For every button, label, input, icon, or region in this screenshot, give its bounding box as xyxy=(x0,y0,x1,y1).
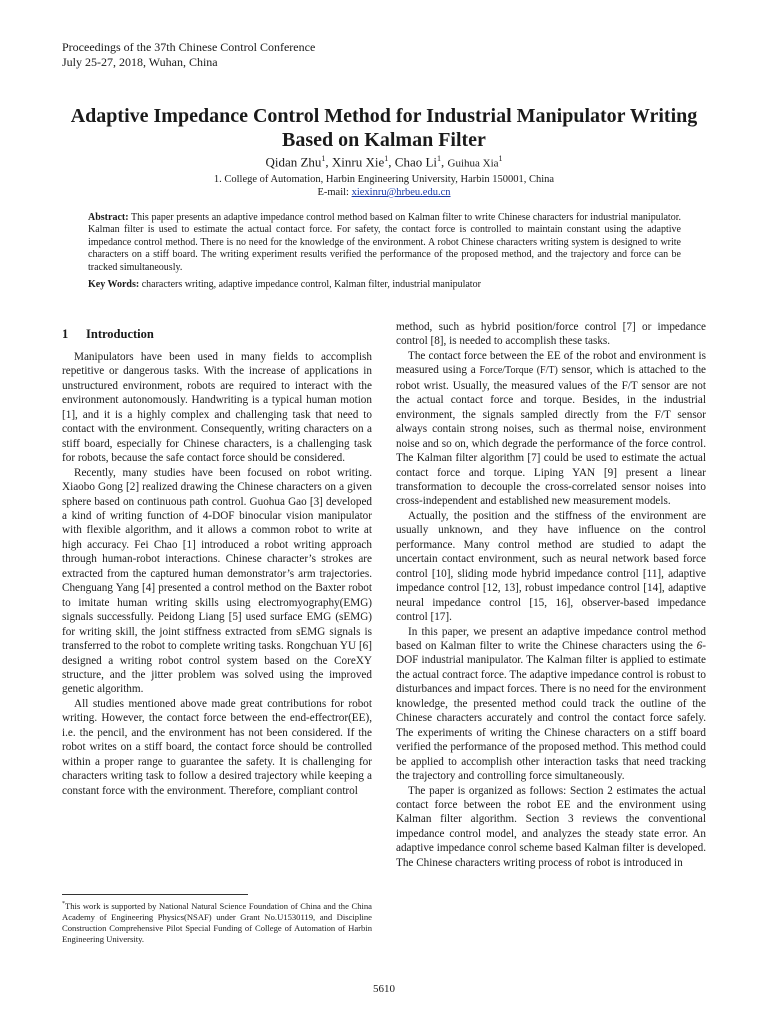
footnote-text: This work is supported by National Natural Science Foundation of China and the China Academy of Engineering Physics(NSAF) under Grant No.U1530119, and Discipline Construction Comprehensive Pilot Special Funding of College of Automation of Harbin Engineering University. xyxy=(62,900,372,944)
affiliation-block xyxy=(40,173,728,199)
paragraph: method, such as hybrid position/force control [7] or impedance control [8], is needed to accomplish these tasks. xyxy=(396,321,706,348)
affiliation: 1. College of Automation, Harbin Engineering University, Harbin 150001, China xyxy=(213,174,555,185)
conference-name: Proceedings of the 37th Chinese Control Conference xyxy=(62,40,316,54)
paper-title-line-2: Based on Kalman Filter xyxy=(282,129,486,151)
email-link[interactable]: xiexinru@hrbeu.edu.cn xyxy=(351,187,451,198)
paragraph: Actually, the position and the stiffness of the environment are usually unknown, and they have influence on the control performance. Many control method are studied to adapt the uncertain contact environment, such as neural network based force control [10], sliding mode hybrid impedance control [11], adaptive impedance control [12, 13], robust impedance control [14], adaptive neural impedance control [15, 16], observer-based impedance control [17]. xyxy=(396,509,706,624)
paragraph: The paper is organized as follows: Section 2 estimates the actual contact force between the robot EE and the environment using Kalman filter algorithm. Section 3 reviews the conventional impedance control model, and analyzes the steady state error. An adaptive impedance conrol scheme based Kalman filter is developed. The Chinese characters writing process of robot is introduced in xyxy=(396,784,706,869)
abstract-text: This paper presents an adaptive impedance control method based on Kalman filter to write Chinese characters for industrial manipulator. Kalman filter is used to estimate the actual contact force. For safety, the contact force is controlled to maintain constant using the adaptive impedance control method. There is no need for the knowledge of the environment. A robot Chinese characters writing system is designed to write characters on a stiff board. The writing experiment results verified the performance of the proposed method, and the trajectory and force can be tracked simultaneously. xyxy=(88,212,681,273)
paragraph: Manipulators have been used in many fields to accomplish repetitive or dangerous tasks. With the increase of applications in unstructured environment, robots are required to interact with the environment autonomously. Handwriting is a typical human motion [1], and it is a highly complex and challenging task that need to contact with the environment. Consequently, writing characters on a stiff board, especially for Chinese characters, is a challenging task for robots, because the safe contact force should be considered. xyxy=(62,351,372,465)
section-title: Introduction xyxy=(86,327,154,341)
author-affiliation-mark: 1 xyxy=(321,154,326,163)
section-number: 1 xyxy=(62,327,69,341)
left-column xyxy=(62,320,372,798)
abstract-label: Abstract: xyxy=(88,212,129,223)
paragraph-italic: 6 xyxy=(696,639,703,652)
conference-header xyxy=(62,40,315,70)
keywords-label: Key Words: xyxy=(88,279,140,290)
author-affiliation-mark: 1 xyxy=(498,154,503,163)
paragraph-text: In this paper, we present an adaptive impedance control method based on Kalman filter to write the Chinese characters using the xyxy=(396,625,706,652)
email-line xyxy=(40,186,728,199)
right-column xyxy=(396,320,706,870)
paragraph xyxy=(396,349,706,509)
paragraph xyxy=(396,625,706,784)
abstract xyxy=(88,212,681,274)
paper-title-line-1: Adaptive Impedance Control Method for Industrial Manipulator Writing xyxy=(70,105,698,127)
author-list: Qidan Zhu$^1$, Xinru Xie$^1$, Chao Li$^1$, Guihua Xia$^1$ xyxy=(265,154,503,170)
section-heading-introduction xyxy=(62,326,372,342)
author-name: Guihua Xia xyxy=(447,157,499,170)
paragraph: Recently, many studies have been focused on robot writing. Xiaobo Gong [2] realized drawing the Chinese characters on a given sphere based on continuous path control. Guohua Gao [3] developed a kind of writing function of 4-DOF binocular vision manipulator with flexible algorithm, and it allows a common robot to write at high accuracy. Fei Chao [1] introduced a robot writing approach through human-robot interactions. Chinese character’s strokes are extracted from the captured human demonstrator’s arm trajectories. Chenguang Yang [4] presented a control method on the Baxter robot to imitate human writing skills using electromyography(EMG) signals successfully. Peidong Liang [5] used surface EMG (sEMG) for writing skill, the joint stiffness extracted from sEMG signals is transferred to the robot to complete writing tasks. Rongchuan YU [6] designed a writing robot control system based on the CoreXY structure, and the jitter problem was solved using the improved genetic algorithm. xyxy=(62,466,372,696)
paragraph-text: -DOF industrial manipulator. The Kalman filter is applied to estimate the actual contract force. The adaptive impedance control is robust to disturbances and impact forces. There is no need for the environment knowledge, the presented method could track the outline of the Chinese characters accurately and control the contact force safely. The experiments of writing the Chinese characters on a stiff board verified the performance of the proposed method. This method could be applied to accomplish other interaction tasks that need tracking the trajectory and controlling force simultaneously. xyxy=(396,639,706,783)
page-number: 5610 xyxy=(373,983,395,995)
author-name: Qidan Zhu xyxy=(265,154,322,170)
author-affiliation-mark: 1 xyxy=(437,154,442,163)
footnote-divider xyxy=(62,894,248,895)
paragraph-term: Force/Torque (F/T) xyxy=(479,365,558,377)
keywords-text: characters writing, adaptive impedance control, Kalman filter, industrial manipulator xyxy=(141,279,481,290)
paper-title xyxy=(40,104,728,152)
conference-date-place: July 25-27, 2018, Wuhan, China xyxy=(62,55,218,69)
author-affiliation-mark: 1 xyxy=(384,154,389,163)
paragraph-text: The contact force between the EE of the robot and environment is measured using a xyxy=(396,349,706,377)
author-name: Xinru Xie xyxy=(331,154,385,170)
paragraph-text: sensor, which is attached to the robot wrist. Usually, the measured values of the F/T sensor are not the actual contact force and torque. Besides, in the industrial environment, the signals sampled directly from the F/T sensor always contain strong noises, such as thermal noise, environment noise and so on, which degrade the performance of the force control. The Kalman filter algorithm [7] could be used to estimate the actual contact force and torque. Liping YAN [9] present a linear transformation to decouple the cross-correlated sensor noises into cross-independent and established new measurement models. xyxy=(396,364,707,508)
footnote-mark: * xyxy=(62,901,65,907)
author-name: Chao Li xyxy=(394,154,438,170)
paragraph: All studies mentioned above made great contributions for robot writing. However, the contact force between the end-effectror(EE), i.e. the pencil, and the environment has not been considered. If the robot writes on a stiff board, the contact force should be controlled within a proper range to guarantee the safety. It is challenging for characters writing task to follow a desired trajectory while keeping a constant force with the environment. Therefore, compliant control xyxy=(62,697,372,797)
keywords xyxy=(88,279,681,291)
footnote xyxy=(62,899,372,945)
email-label: E-mail: xyxy=(317,187,352,198)
